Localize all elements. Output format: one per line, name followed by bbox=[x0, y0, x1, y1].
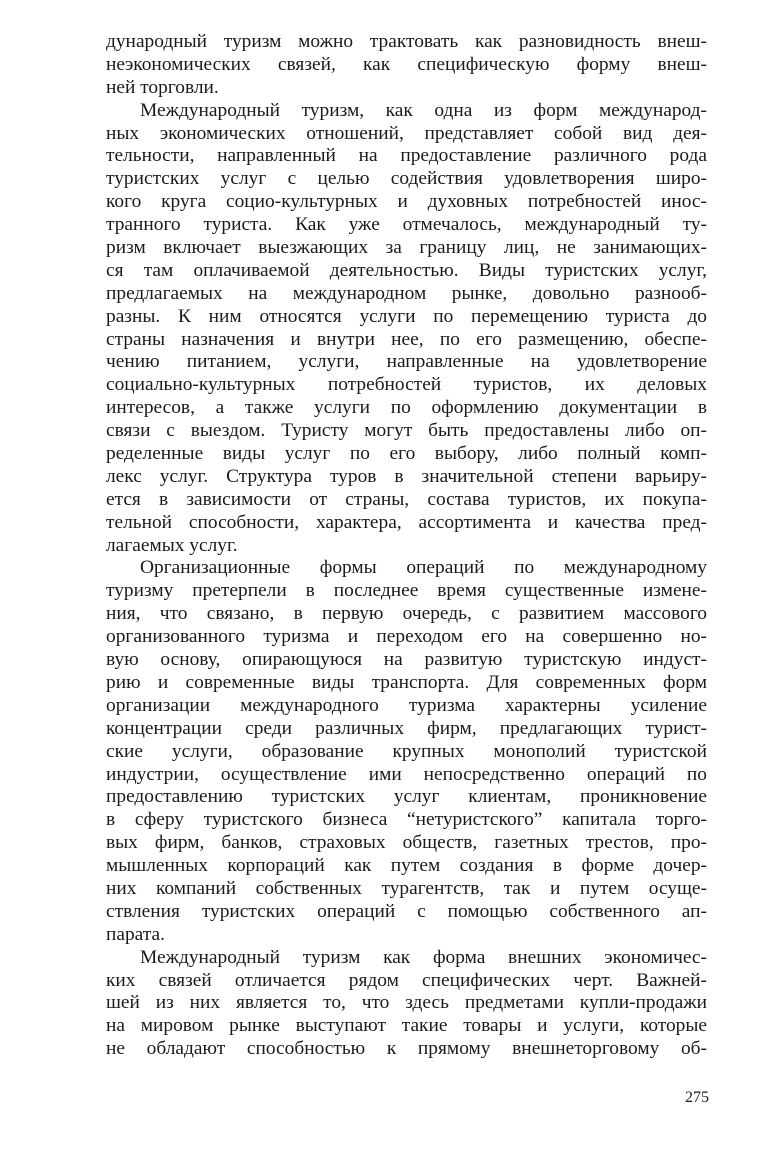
text-line: интересов, а также услуги по оформлению документации в bbox=[106, 397, 707, 419]
text-line: парата. bbox=[106, 923, 165, 945]
text-line: ных экономических отношений, представляет собой вид дея- bbox=[106, 122, 707, 144]
text-line: лекс услуг. Структура туров в значительной степени варьиру- bbox=[106, 465, 707, 487]
text-line: в сферу туристского бизнеса “нетуристского” капитала торго- bbox=[106, 809, 707, 831]
text-line: разны. К ним относятся услуги по перемещению туриста до bbox=[106, 305, 707, 327]
text-line: Международный туризм, как одна из форм международ- bbox=[140, 99, 707, 121]
text-line: концентрации среди различных фирм, предлагающих турист- bbox=[106, 717, 707, 739]
text-line: ния, что связано, в первую очередь, с развитием массового bbox=[106, 603, 707, 625]
text-line: ких связей отличается рядом специфических черт. Важней- bbox=[106, 969, 707, 991]
page-number: 275 bbox=[685, 1089, 709, 1106]
text-line: них компаний собственных турагентств, так и путем осуще- bbox=[106, 877, 707, 899]
text-line: ней торговли. bbox=[106, 76, 219, 98]
text-line: не обладают способностью к прямому внешнеторговому об- bbox=[106, 1038, 707, 1060]
text-line: ствления туристских операций с помощью собственного ап- bbox=[106, 900, 707, 922]
text-line: лагаемых услуг. bbox=[106, 534, 238, 556]
text-line: рию и современные виды транспорта. Для современных форм bbox=[106, 671, 707, 693]
text-line: ские услуги, образование крупных монополий туристской bbox=[106, 740, 707, 762]
text-line: туризму претерпели в последнее время существенные измене- bbox=[106, 580, 707, 602]
text-line: организованного туризма и переходом его на совершенно но- bbox=[106, 626, 707, 648]
text-line: организации международного туризма характерны усиление bbox=[106, 694, 707, 716]
paragraph-organizational-forms bbox=[106, 557, 707, 946]
text-line: туристских услуг с целью содействия удовлетворения широ- bbox=[106, 168, 707, 190]
text-line: на мировом рынке выступают такие товары и услуги, которые bbox=[106, 1015, 707, 1037]
text-line: связи с выездом. Туристу могут быть предоставлены либо оп- bbox=[106, 420, 707, 442]
text-line: транного туриста. Как уже отмечалось, международный ту- bbox=[106, 214, 707, 236]
text-line: неэкономических связей, как специфическую форму внеш- bbox=[106, 53, 707, 75]
text-line: ределенные виды услуг по его выбору, либо полный комп- bbox=[106, 443, 707, 465]
page-body bbox=[106, 31, 707, 1061]
text-line: вую основу, опирающуюся на развитую туристскую индуст- bbox=[106, 649, 707, 671]
text-line: чению питанием, услуги, направленные на удовлетворение bbox=[106, 351, 707, 373]
text-line: социально-культурных потребностей туристов, их деловых bbox=[106, 374, 707, 396]
paragraph-continuation bbox=[106, 31, 707, 100]
text-line: Международный туризм как форма внешних экономичес- bbox=[140, 946, 707, 968]
text-line: предоставлению туристских услуг клиентам, проникновение bbox=[106, 786, 707, 808]
text-line: мышленных корпораций как путем создания в форме дочер- bbox=[106, 855, 707, 877]
text-line: индустрии, осуществление ими непосредственно операций по bbox=[106, 763, 707, 785]
text-line: ется в зависимости от страны, состава туристов, их покупа- bbox=[106, 488, 707, 510]
text-line: ся там оплачиваемой деятельностью. Виды туристских услуг, bbox=[106, 259, 707, 281]
text-line: страны назначения и внутри нее, по его размещению, обеспе- bbox=[106, 328, 707, 350]
text-line: тельности, направленный на предоставление различного рода bbox=[106, 145, 707, 167]
text-line: предлагаемых на международном рынке, довольно разнооб- bbox=[106, 282, 707, 304]
text-line: Организационные формы операций по международному bbox=[140, 557, 707, 579]
text-line: дународный туризм можно трактовать как разновидность внеш- bbox=[106, 31, 707, 52]
paragraph-international-tourism bbox=[106, 100, 707, 558]
text-line: тельной способности, характера, ассортимента и качества пред- bbox=[106, 511, 707, 533]
text-line: ризм включает выезжающих за границу лиц, не занимающих- bbox=[106, 237, 707, 259]
text-line: шей из них является то, что здесь предметами купли-продажи bbox=[106, 992, 707, 1014]
text-line: вых фирм, банков, страховых обществ, газетных трестов, про- bbox=[106, 832, 707, 854]
text-line: кого круга социо-культурных и духовных потребностей инос- bbox=[106, 191, 707, 213]
paragraph-specific-features bbox=[106, 947, 707, 1061]
